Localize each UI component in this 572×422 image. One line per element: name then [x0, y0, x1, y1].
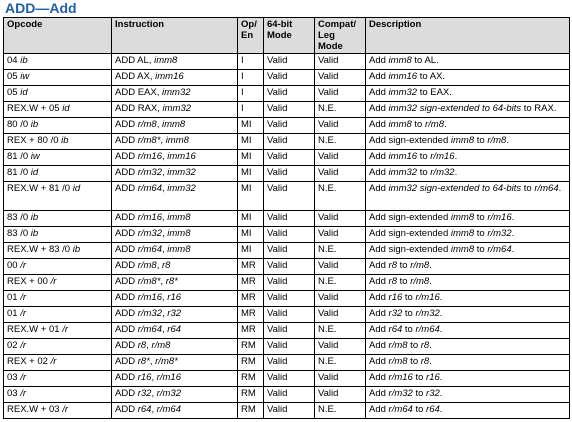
- instruction-cell: ADD r32, r/m32: [112, 387, 238, 403]
- table-row: [4, 102, 570, 118]
- compat-cell: Valid: [315, 211, 366, 227]
- description-cell: Add imm32 sign-extended to 64-bits to RAX.: [366, 102, 570, 118]
- table-row: [4, 339, 570, 355]
- instruction-cell: ADD RAX, imm32: [112, 102, 238, 118]
- instruction-cell: ADD r64, r/m64: [112, 403, 238, 419]
- opcode-cell: 04 ib: [4, 54, 112, 70]
- mode64-cell: Valid: [264, 387, 315, 403]
- table-row: [4, 118, 570, 134]
- op-en-cell: RM: [238, 355, 264, 371]
- description-cell: Add r64 to r/m64.: [366, 323, 570, 339]
- mode64-cell: Valid: [264, 166, 315, 182]
- opcode-cell: 03 /r: [4, 387, 112, 403]
- header-op-en: Op/ En: [238, 18, 264, 54]
- table-row: [4, 355, 570, 371]
- opcode-cell: REX.W + 81 /0 id: [4, 182, 112, 211]
- instruction-cell: ADD r/m64, imm8: [112, 243, 238, 259]
- header-compat-leg-mode: Compat/ Leg Mode: [315, 18, 366, 54]
- description-cell: Add imm32 sign-extended to 64-bits to r/m64.: [366, 182, 570, 211]
- instruction-cell: ADD r/m8, imm8: [112, 118, 238, 134]
- description-cell: Add imm32 to EAX.: [366, 86, 570, 102]
- compat-cell: Valid: [315, 118, 366, 134]
- page-title: ADD—Add: [5, 0, 77, 16]
- opcode-cell: 80 /0 ib: [4, 118, 112, 134]
- description-cell: Add imm8 to r/m8.: [366, 118, 570, 134]
- instruction-cell: ADD r16, r/m16: [112, 371, 238, 387]
- opcode-cell: 00 /r: [4, 259, 112, 275]
- description-cell: Add r8 to r/m8.: [366, 259, 570, 275]
- compat-cell: N.E.: [315, 275, 366, 291]
- opcode-cell: 81 /0 id: [4, 166, 112, 182]
- instruction-cell: ADD r/m16, imm8: [112, 211, 238, 227]
- mode64-cell: Valid: [264, 291, 315, 307]
- compat-cell: Valid: [315, 307, 366, 323]
- instruction-cell: ADD r8*, r/m8*: [112, 355, 238, 371]
- instruction-cell: ADD r/m8*, r8*: [112, 275, 238, 291]
- mode64-cell: Valid: [264, 54, 315, 70]
- opcode-table: [3, 17, 570, 419]
- instruction-cell: ADD r/m8*, imm8: [112, 134, 238, 150]
- table-header-row: [4, 18, 570, 54]
- description-cell: Add sign-extended imm8 to r/m16.: [366, 211, 570, 227]
- instruction-cell: ADD r/m32, r32: [112, 307, 238, 323]
- mode64-cell: Valid: [264, 355, 315, 371]
- description-cell: Add imm8 to AL.: [366, 54, 570, 70]
- mode64-cell: Valid: [264, 70, 315, 86]
- instruction-cell: ADD r/m32, imm8: [112, 227, 238, 243]
- table-row: [4, 182, 570, 211]
- compat-cell: Valid: [315, 339, 366, 355]
- opcode-cell: REX + 80 /0 ib: [4, 134, 112, 150]
- description-cell: Add r/m16 to r16.: [366, 371, 570, 387]
- compat-cell: Valid: [315, 387, 366, 403]
- op-en-cell: MR: [238, 291, 264, 307]
- mode64-cell: Valid: [264, 259, 315, 275]
- header-64bit-mode: 64-bit Mode: [264, 18, 315, 54]
- description-cell: Add imm16 to AX.: [366, 70, 570, 86]
- instruction-cell: ADD r/m16, imm16: [112, 150, 238, 166]
- description-cell: Add r/m64 to r64.: [366, 403, 570, 419]
- op-en-cell: I: [238, 54, 264, 70]
- mode64-cell: Valid: [264, 102, 315, 118]
- table-row: [4, 291, 570, 307]
- header-instruction: Instruction: [112, 18, 238, 54]
- description-cell: Add imm16 to r/m16.: [366, 150, 570, 166]
- op-en-cell: I: [238, 102, 264, 118]
- description-cell: Add imm32 to r/m32.: [366, 166, 570, 182]
- opcode-cell: REX.W + 03 /r: [4, 403, 112, 419]
- table-row: [4, 387, 570, 403]
- op-en-cell: MR: [238, 275, 264, 291]
- description-cell: Add sign-extended imm8 to r/m8.: [366, 134, 570, 150]
- opcode-cell: REX + 02 /r: [4, 355, 112, 371]
- table-row: [4, 86, 570, 102]
- op-en-cell: MI: [238, 134, 264, 150]
- opcode-cell: 05 iw: [4, 70, 112, 86]
- mode64-cell: Valid: [264, 403, 315, 419]
- table-row: [4, 275, 570, 291]
- table-row: [4, 371, 570, 387]
- op-en-cell: MI: [238, 211, 264, 227]
- instruction-cell: ADD r/m32, imm32: [112, 166, 238, 182]
- mode64-cell: Valid: [264, 211, 315, 227]
- op-en-cell: I: [238, 86, 264, 102]
- op-en-cell: MR: [238, 307, 264, 323]
- opcode-cell: 83 /0 ib: [4, 227, 112, 243]
- compat-cell: Valid: [315, 259, 366, 275]
- op-en-cell: I: [238, 70, 264, 86]
- mode64-cell: Valid: [264, 307, 315, 323]
- mode64-cell: Valid: [264, 86, 315, 102]
- opcode-cell: 81 /0 iw: [4, 150, 112, 166]
- compat-cell: Valid: [315, 166, 366, 182]
- compat-cell: Valid: [315, 54, 366, 70]
- opcode-cell: 83 /0 ib: [4, 211, 112, 227]
- table-row: [4, 307, 570, 323]
- table-row: [4, 259, 570, 275]
- mode64-cell: Valid: [264, 339, 315, 355]
- instruction-cell: ADD r/m8, r8: [112, 259, 238, 275]
- instruction-cell: ADD r/m16, r16: [112, 291, 238, 307]
- opcode-cell: REX.W + 01 /r: [4, 323, 112, 339]
- table-row: [4, 134, 570, 150]
- instruction-cell: ADD r8, r/m8: [112, 339, 238, 355]
- op-en-cell: RM: [238, 387, 264, 403]
- instruction-cell: ADD r/m64, imm32: [112, 182, 238, 211]
- description-cell: Add r/m8 to r8.: [366, 355, 570, 371]
- table-row: [4, 166, 570, 182]
- table-row: [4, 227, 570, 243]
- compat-cell: N.E.: [315, 323, 366, 339]
- table-row: [4, 243, 570, 259]
- opcode-cell: REX.W + 83 /0 ib: [4, 243, 112, 259]
- compat-cell: Valid: [315, 70, 366, 86]
- op-en-cell: MI: [238, 227, 264, 243]
- compat-cell: Valid: [315, 150, 366, 166]
- compat-cell: N.E.: [315, 403, 366, 419]
- instruction-cell: ADD AX, imm16: [112, 70, 238, 86]
- compat-cell: Valid: [315, 227, 366, 243]
- compat-cell: N.E.: [315, 134, 366, 150]
- table-row: [4, 70, 570, 86]
- mode64-cell: Valid: [264, 371, 315, 387]
- compat-cell: Valid: [315, 86, 366, 102]
- opcode-cell: REX.W + 05 id: [4, 102, 112, 118]
- mode64-cell: Valid: [264, 275, 315, 291]
- instruction-cell: ADD EAX, imm32: [112, 86, 238, 102]
- mode64-cell: Valid: [264, 182, 315, 211]
- compat-cell: N.E.: [315, 243, 366, 259]
- compat-cell: Valid: [315, 291, 366, 307]
- mode64-cell: Valid: [264, 134, 315, 150]
- description-cell: Add r16 to r/m16.: [366, 291, 570, 307]
- description-cell: Add r32 to r/m32.: [366, 307, 570, 323]
- op-en-cell: MI: [238, 243, 264, 259]
- instruction-cell: ADD AL, imm8: [112, 54, 238, 70]
- table-row: [4, 150, 570, 166]
- description-cell: Add r8 to r/m8.: [366, 275, 570, 291]
- opcode-cell: 01 /r: [4, 291, 112, 307]
- compat-cell: N.E.: [315, 355, 366, 371]
- opcode-cell: 05 id: [4, 86, 112, 102]
- description-cell: Add sign-extended imm8 to r/m64.: [366, 243, 570, 259]
- header-description: Description: [366, 18, 570, 54]
- table-row: [4, 403, 570, 419]
- compat-cell: N.E.: [315, 102, 366, 118]
- compat-cell: Valid: [315, 371, 366, 387]
- table-row: [4, 323, 570, 339]
- mode64-cell: Valid: [264, 150, 315, 166]
- mode64-cell: Valid: [264, 243, 315, 259]
- op-en-cell: RM: [238, 339, 264, 355]
- opcode-cell: 02 /r: [4, 339, 112, 355]
- op-en-cell: MI: [238, 150, 264, 166]
- op-en-cell: RM: [238, 403, 264, 419]
- op-en-cell: MR: [238, 259, 264, 275]
- table-row: [4, 54, 570, 70]
- op-en-cell: MI: [238, 166, 264, 182]
- instruction-cell: ADD r/m64, r64: [112, 323, 238, 339]
- opcode-cell: REX + 00 /r: [4, 275, 112, 291]
- mode64-cell: Valid: [264, 118, 315, 134]
- opcode-cell: 01 /r: [4, 307, 112, 323]
- mode64-cell: Valid: [264, 227, 315, 243]
- op-en-cell: MI: [238, 118, 264, 134]
- header-opcode: Opcode: [4, 18, 112, 54]
- op-en-cell: RM: [238, 371, 264, 387]
- opcode-cell: 03 /r: [4, 371, 112, 387]
- op-en-cell: MI: [238, 182, 264, 211]
- op-en-cell: MR: [238, 323, 264, 339]
- compat-cell: N.E.: [315, 182, 366, 211]
- description-cell: Add r/m32 to r32.: [366, 387, 570, 403]
- description-cell: Add r/m8 to r8.: [366, 339, 570, 355]
- table-row: [4, 211, 570, 227]
- mode64-cell: Valid: [264, 323, 315, 339]
- description-cell: Add sign-extended imm8 to r/m32.: [366, 227, 570, 243]
